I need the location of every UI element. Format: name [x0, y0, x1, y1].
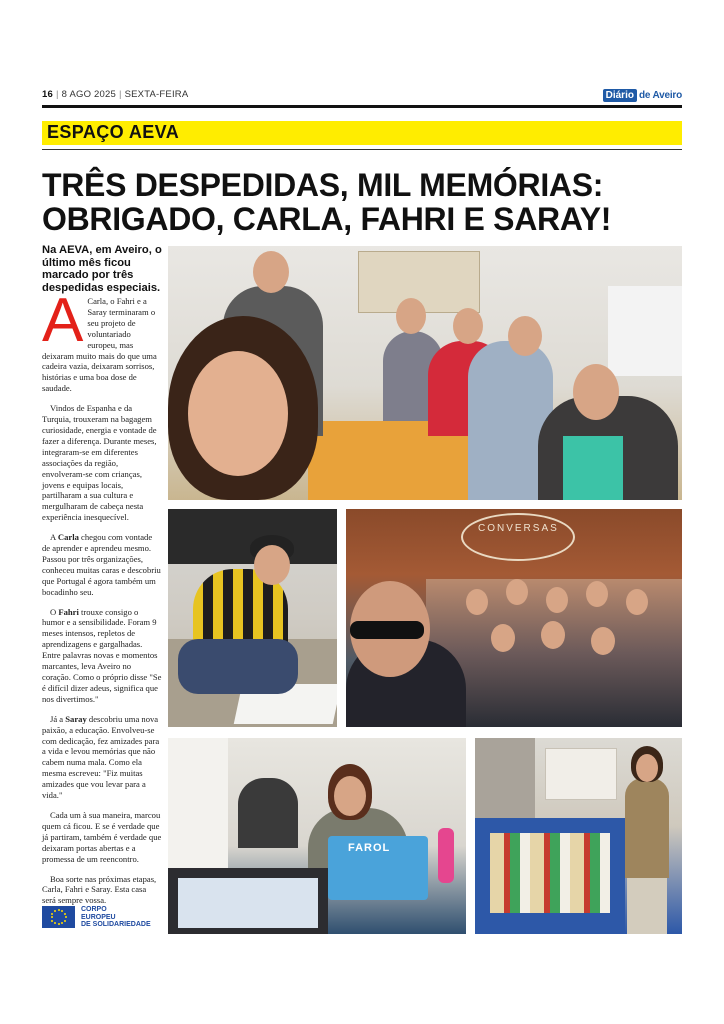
whiteboard — [608, 286, 682, 376]
paragraph-1-text: Carla, o Fahri e a Saray terminaram o seu projeto de voluntariado europeu, mas deixaram muito mais do que uma cadeira vazia, deixaram sorrisos, histórias e uma boa dose de saudade. — [42, 296, 157, 394]
paragraph-4 — [42, 607, 162, 705]
headline-line-2: OBRIGADO, CARLA, FAHRI E SARAY! — [42, 201, 612, 237]
eu-star-icon — [65, 916, 67, 918]
face — [626, 589, 648, 615]
eu-star-icon — [61, 922, 63, 924]
photo-food-sorting — [475, 738, 682, 934]
paragraph-5 — [42, 714, 162, 801]
farol-sticker: FAROL — [348, 842, 391, 854]
article-headline — [42, 168, 692, 236]
wall-panel — [168, 738, 228, 868]
paragraph-6: Cada um à sua maneira, marcou quem cá ficou. E se é verdade que já partiram, também é verdade que deixaram portas abertas e a promessa de um reencontro. — [42, 809, 162, 864]
jeans — [178, 639, 298, 694]
face — [453, 308, 483, 344]
face — [506, 579, 528, 605]
face — [541, 621, 565, 649]
paragraph-4-pre: O — [50, 606, 59, 617]
eu-logo-line-2: EUROPEU — [81, 913, 116, 921]
weekday: SEXTA-FEIRA — [124, 89, 189, 100]
face — [334, 776, 366, 816]
face — [491, 624, 515, 652]
volunteer-vest — [625, 778, 669, 878]
photo-group-selfie-table — [168, 246, 682, 500]
paragraph-7: Boa sorte nas próximas etapas, Carla, Fahri e Saray. Esta casa será sempre vossa. — [42, 873, 157, 906]
eu-logo-line-3: DE SOLIDARIEDADE — [81, 921, 151, 929]
eu-star-icon — [64, 920, 66, 922]
logo-box: Diário — [603, 89, 637, 102]
eu-solidarity-logo — [42, 906, 151, 929]
sign-text: CONVERSAS — [478, 523, 559, 534]
face — [396, 298, 426, 334]
name-carla: Carla — [57, 532, 79, 543]
conversas-sign — [461, 513, 575, 561]
paragraph-2: Vindos de Espanha e da Turquia, trouxeram na bagagem curiosidade, energia e vontade de fazer a diferença. Durante meses, integraram-se em diferentes associações da região, envolveram-se com crianças, jovens e equipas locais, partilharam a sua cultura e mergulharam de cabeça nesta experiência inesquecível. — [42, 403, 157, 523]
issue-date: 8 AGO 2025 — [61, 89, 116, 100]
water-bottle — [438, 828, 454, 883]
name-saray: Saray — [65, 713, 87, 724]
eu-star-icon — [64, 913, 66, 915]
photo-fahri-floor — [168, 509, 337, 727]
paragraph-5-text: descobriu uma nova paixão, a educação. Envolveu-se com dedicação, fez amizades para a vida e levou memórias que não cabem numa mala. Como ela mesma escreveu: "Fiz muitas amizades que vou levar para a vida." — [42, 713, 160, 801]
page-number: 16 — [42, 89, 53, 100]
food-items — [490, 833, 610, 913]
page-header: 16 | 8 AGO 2025 | SEXTA-FEIRA — [42, 89, 189, 100]
article-lead: Na AEVA, em Aveiro, o último mês ficou marcado por três despedidas especiais. — [42, 244, 162, 294]
shelves — [475, 738, 535, 828]
paragraph-3-pre: A — [50, 532, 58, 543]
photo-office-laptop — [168, 738, 466, 934]
paragraph-1 — [42, 286, 162, 394]
article-body — [42, 286, 162, 915]
face — [466, 589, 488, 615]
face — [636, 754, 658, 782]
section-rule — [42, 149, 682, 150]
paragraph-5-pre: Já a — [50, 713, 66, 724]
volunteer-trousers — [627, 878, 667, 934]
eu-flag-icon — [42, 906, 75, 928]
eu-star-icon — [58, 909, 60, 911]
section-banner — [42, 121, 682, 145]
green-top — [563, 436, 623, 500]
paragraph-4-text: trouxe consigo o humor e a sensibilidade. Foram 9 meses intensos, repletos de aprendizagens e gargalhadas. Entre palavras novas e momentos marcantes, leva Aveiro no coração. Como o próprio disse "Se é difícil dizer adeus, significa que nos divertimos." — [42, 606, 162, 704]
eu-star-icon — [54, 910, 56, 912]
eu-logo-text — [81, 906, 151, 929]
face — [253, 251, 289, 293]
wall-poster — [545, 748, 617, 800]
sunglasses — [350, 621, 424, 639]
eu-star-icon — [51, 916, 53, 918]
person-back — [238, 778, 298, 848]
paragraph-3-text: chegou com vontade de aprender e aprendeu mesmo. Passou por três organizações, conheceu muitas caras e descobriu que Portugal é agora também um bocadinho seu. — [42, 532, 161, 597]
face — [508, 316, 542, 356]
newspaper-logo — [603, 89, 682, 102]
eu-star-icon — [54, 922, 56, 924]
selfie-face — [188, 351, 288, 476]
headline-line-1: TRÊS DESPEDIDAS, MIL MEMÓRIAS: — [42, 167, 604, 203]
dropcap: A — [42, 286, 84, 355]
logo-text: de Aveiro — [638, 90, 682, 101]
eu-star-icon — [61, 910, 63, 912]
eu-star-icon — [51, 913, 53, 915]
photo-conversas-group — [346, 509, 682, 727]
eu-logo-line-1: CORPO — [81, 906, 107, 913]
face — [586, 581, 608, 607]
face — [546, 587, 568, 613]
eu-star-icon — [58, 923, 60, 925]
face — [591, 627, 615, 655]
header-rule — [42, 105, 682, 108]
section-title: ESPAÇO AEVA — [47, 122, 180, 142]
name-fahri: Fahri — [58, 606, 79, 617]
paragraph-3 — [42, 532, 162, 597]
face — [573, 364, 619, 420]
laptop-screen — [178, 878, 318, 928]
face — [254, 545, 290, 585]
